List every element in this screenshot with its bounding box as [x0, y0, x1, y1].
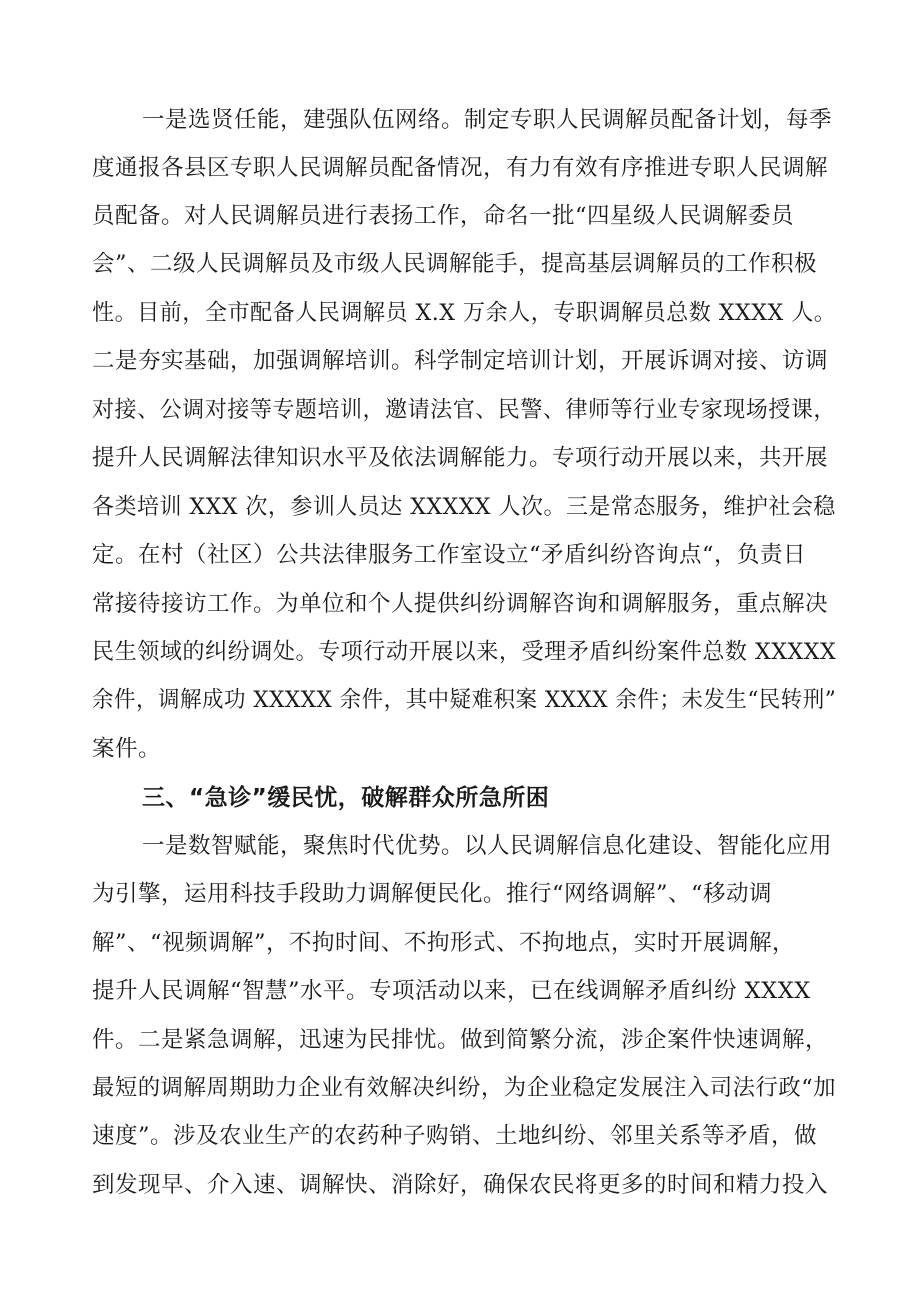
paragraph-2-line-8: 到发现早、介入速、调解快、消除好，确保农民将更多的时间和精力投入 — [92, 1172, 829, 1198]
paragraph-2-line-5: 件。二是紧急调解，迅速为民排忧。做到简繁分流，涉企案件快速调解， — [92, 1027, 829, 1053]
paragraph-1-line-13: 余件，调解成功 XXXXX 余件，其中疑难积案 XXXX 余件；未发生“民转刑” — [92, 687, 837, 713]
paragraph-1-line-4: 会”、二级人民调解员及市级人民调解能手，提高基层调解员的工作积极 — [92, 251, 818, 277]
paragraph-2-line-4: 提升人民调解“智慧”水平。专项活动以来，已在线调解矛盾纠纷 XXXX — [92, 978, 811, 1004]
paragraph-2-line-6: 最短的调解周期助力企业有效解决纠纷，为企业稳定发展注入司法行政“加 — [92, 1075, 837, 1101]
paragraph-1-line-11: 常接待接访工作。为单位和个人提供纠纷调解咨询和调解服务，重点解决 — [92, 591, 829, 617]
paragraph-1-line-2: 度通报各县区专职人民调解员配备情况，有力有效有序推进专职人民调解 — [92, 155, 829, 181]
section-heading: 三、“急诊”缓民忧，破解群众所急所困 — [142, 785, 550, 811]
paragraph-1-line-8: 提升人民调解法律知识水平及依法调解能力。专项行动开展以来，共开展 — [92, 445, 829, 471]
paragraph-1-line-1: 一是选贤任能，建强队伍网络。制定专职人民调解员配备计划，每季 — [142, 107, 833, 133]
paragraph-2-line-1: 一是数智赋能，聚焦时代优势。以人民调解信息化建设、智能化应用 — [142, 833, 833, 859]
paragraph-1-line-6: 二是夯实基础，加强调解培训。科学制定培训计划，开展诉调对接、访调 — [92, 348, 829, 374]
paragraph-1-line-9: 各类培训 XXX 次，参训人员达 XXXXX 人次。三是常态服务，维护社会稳 — [92, 494, 836, 520]
paragraph-1-line-14: 案件。 — [92, 736, 162, 762]
paragraph-1-line-10: 定。在村（社区）公共法律服务工作室设立“矛盾纠纷咨询点“，负责日 — [92, 542, 807, 568]
paragraph-2-line-7: 速度”。涉及农业生产的农药种子购销、土地纠纷、邻里关系等矛盾，做 — [92, 1123, 818, 1149]
paragraph-1-line-12: 民生领域的纠纷调处。专项行动开展以来，受理矛盾纠纷案件总数 XXXXX — [92, 639, 837, 665]
paragraph-1-line-5: 性。目前，全市配备人民调解员 X.X 万余人，专职调解员总数 XXXX 人。 — [92, 300, 837, 326]
paragraph-2-line-2: 为引擎，运用科技手段助力调解便民化。推行“网络调解”、“移动调 — [92, 881, 773, 907]
paragraph-1-line-7: 对接、公调对接等专题培训，邀请法官、民警、律师等行业专家现场授课， — [92, 397, 836, 423]
paragraph-1-line-3: 员配备。对人民调解员进行表扬工作，命名一批“四星级人民调解委员 — [92, 203, 795, 229]
paragraph-2-line-3: 解”、“视频调解”，不拘时间、不拘形式、不拘地点，实时开展调解， — [92, 930, 796, 956]
